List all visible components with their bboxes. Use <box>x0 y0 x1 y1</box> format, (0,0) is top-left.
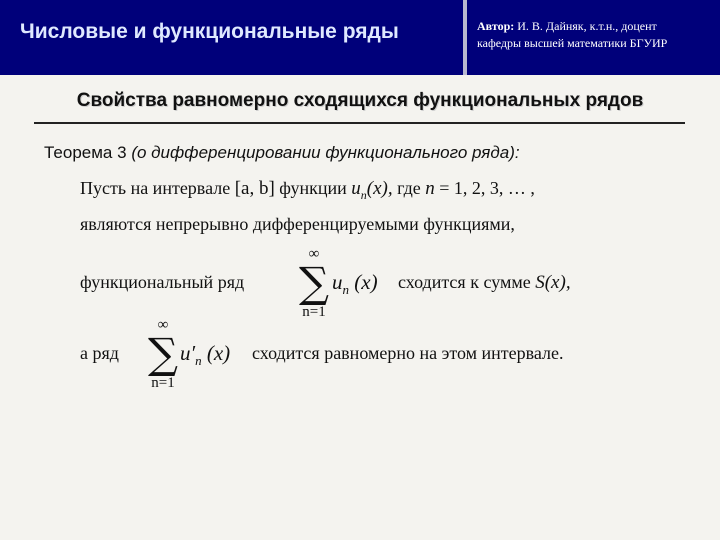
line1-functions: функции <box>279 178 347 198</box>
sum1-lower: n=1 <box>302 304 326 320</box>
n-values: = 1, 2, 3, … , <box>439 178 535 198</box>
sigma-icon: ∑ <box>299 258 329 307</box>
sum-symbol-1 <box>294 246 334 320</box>
slide-subtitle: Свойства равномерно сходящихся функциональных рядов <box>76 90 644 111</box>
sum2-lower: n=1 <box>151 375 175 391</box>
statement-line-3-pre: функциональный ряд <box>80 272 245 292</box>
converges-to-sum: сходится к сумме <box>398 272 531 292</box>
line1-where: где <box>397 178 421 198</box>
sum1-upper: ∞ <box>308 246 320 262</box>
header-author <box>477 18 717 52</box>
sum-function-s: S(x), <box>535 272 571 293</box>
statement-line-1 <box>80 178 535 203</box>
interval-ab: [a, b] <box>234 178 275 199</box>
author-name: И. В. Дайняк, к.т.н., доцент <box>517 19 657 33</box>
series1-term: $u_n$ (x) <box>332 270 378 298</box>
author-affiliation: кафедры высшей математики БГУИР <box>477 36 668 50</box>
statement-line-4-pre: а ряд <box>80 343 119 363</box>
slide-header <box>0 0 720 75</box>
theorem-label: Теорема 3 <box>44 143 127 162</box>
line1-text: Пусть на интервале <box>80 178 231 198</box>
theorem-name: (о дифференцировании функционального ряда): <box>131 143 520 162</box>
statement-line-3-post <box>398 272 571 294</box>
sum2-upper: ∞ <box>157 317 169 333</box>
header-title: Числовые и функциональные ряды <box>20 20 399 43</box>
sum-symbol-2 <box>143 317 183 391</box>
statement-line-4-post: сходится равномерно на этом интервале. <box>252 343 564 363</box>
statement-line-2: являются непрерывно дифференцируемыми функциями, <box>80 214 515 234</box>
subtitle-rule <box>34 122 685 124</box>
func-un: $u_n(x)$, <box>351 178 393 202</box>
var-n: n <box>425 178 435 199</box>
series2-term: $u'_n$ (x) <box>180 341 231 369</box>
author-label: Автор: <box>477 19 515 33</box>
sigma-icon: ∑ <box>148 329 178 378</box>
theorem-heading <box>44 143 520 163</box>
header-divider <box>463 0 467 75</box>
